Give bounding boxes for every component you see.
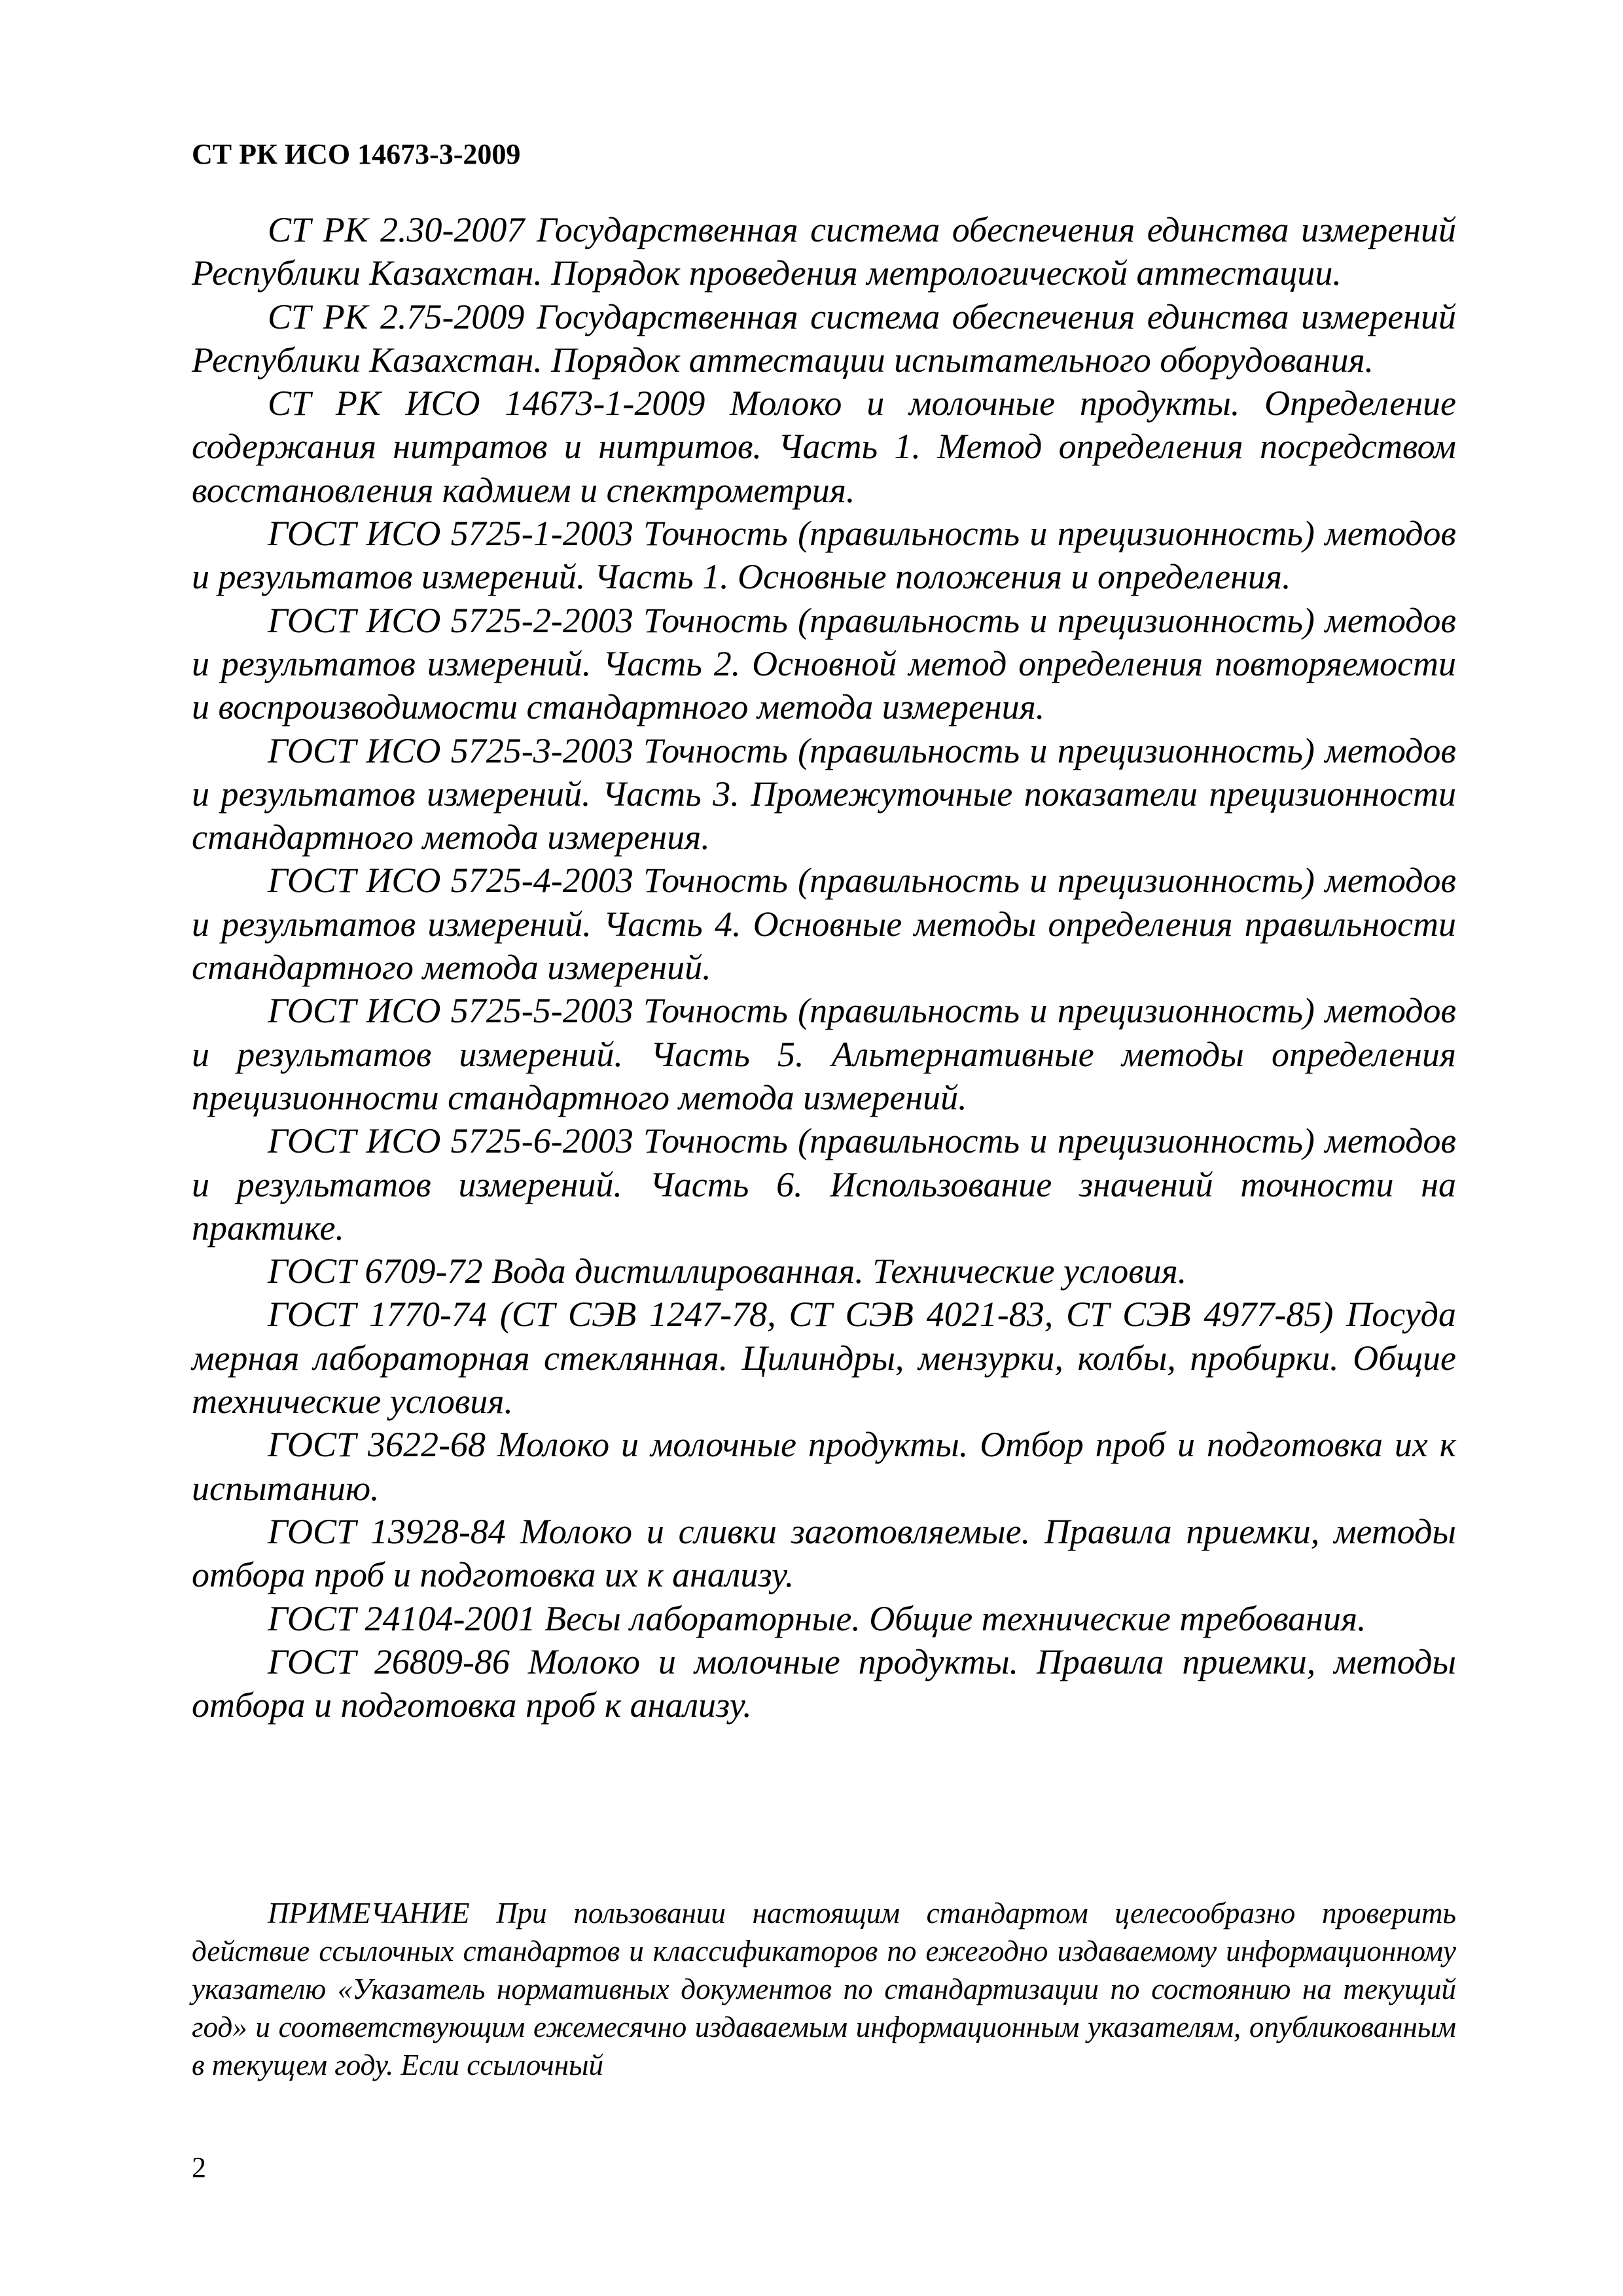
reference-entry: ГОСТ ИСО 5725-1-2003 Точность (правильность и прецизионность) методов и результатов измерений. Часть 1. Основные положения и определения. [192, 514, 1456, 597]
reference-entry: СТ РК 2.30-2007 Государственная система обеспечения единства измерений Республики Казахстан. Порядок проведения метрологической аттестации. [192, 210, 1456, 293]
reference-entry: СТ РК ИСО 14673-1-2009 Молоко и молочные продукты. Определение содержания нитратов и нитритов. Часть 1. Метод определения посредством восстановления кадмием и спектрометрия. [192, 384, 1456, 510]
reference-entry: СТ РК 2.75-2009 Государственная система обеспечения единства измерений Республики Казахстан. Порядок аттестации испытательного оборудования. [192, 296, 1456, 380]
reference-entry: ГОСТ 13928-84 Молоко и сливки заготовляемые. Правила приемки, методы отбора проб и подготовка их к анализу. [192, 1511, 1456, 1595]
reference-entry: ГОСТ ИСО 5725-3-2003 Точность (правильность и прецизионность) методов и результатов измерений. Часть 3. Промежуточные показатели прецизионности стандартного метода измерения. [192, 730, 1456, 857]
reference-entry: ГОСТ 26809-86 Молоко и молочные продукты. Правила приемки, методы отбора и подготовка проб к анализу. [192, 1641, 1456, 1725]
reference-entry: ГОСТ ИСО 5725-5-2003 Точность (правильность и прецизионность) методов и результатов измерений. Часть 5. Альтернативные методы определения прецизионности стандартного метода измерений. [192, 991, 1456, 1117]
reference-entry: ГОСТ ИСО 5725-6-2003 Точность (правильность и прецизионность) методов и результатов измерений. Часть 6. Использование значений точности на практике. [192, 1121, 1456, 1247]
reference-entry: ГОСТ ИСО 5725-4-2003 Точность (правильность и прецизионность) методов и результатов измерений. Часть 4. Основные методы определения правильности стандартного метода измерений. [192, 861, 1456, 988]
page-number: 2 [192, 2151, 206, 2183]
reference-entry: ГОСТ 3622-68 Молоко и молочные продукты. Отбор проб и подготовка их к испытанию. [192, 1425, 1456, 1508]
note-paragraph: ПРИМЕЧАНИЕ При пользовании настоящим стандартом целесообразно проверить действие ссылочных стандартов и классификаторов по ежегодно издаваемому информационному указателю «Указатель нормативных документов по стандартизации по состоянию на текущий год» и соответствующим ежемесячно издаваемым информационным указателям, опубликованным в текущем году. Если ссылочный [192, 1897, 1456, 2081]
normative-references-list [192, 208, 1456, 1727]
reference-entry: ГОСТ ИСО 5725-2-2003 Точность (правильность и прецизионность) методов и результатов измерений. Часть 2. Основной метод определения повторяемости и воспроизводимости стандартного метода измерения. [192, 600, 1456, 727]
reference-entry: ГОСТ 1770-74 (СТ СЭВ 1247-78, СТ СЭВ 4021-83, СТ СЭВ 4977-85) Посуда мерная лабораторная стеклянная. Цилиндры, мензурки, колбы, пробирки. Общие технические условия. [192, 1295, 1456, 1422]
document-code-header: СТ РК ИСО 14673-3-2009 [192, 138, 521, 170]
reference-entry: ГОСТ 6709-72 Вода дистиллированная. Технические условия. [268, 1251, 1187, 1291]
reference-entry: ГОСТ 24104-2001 Весы лабораторные. Общие технические требования. [268, 1598, 1366, 1638]
